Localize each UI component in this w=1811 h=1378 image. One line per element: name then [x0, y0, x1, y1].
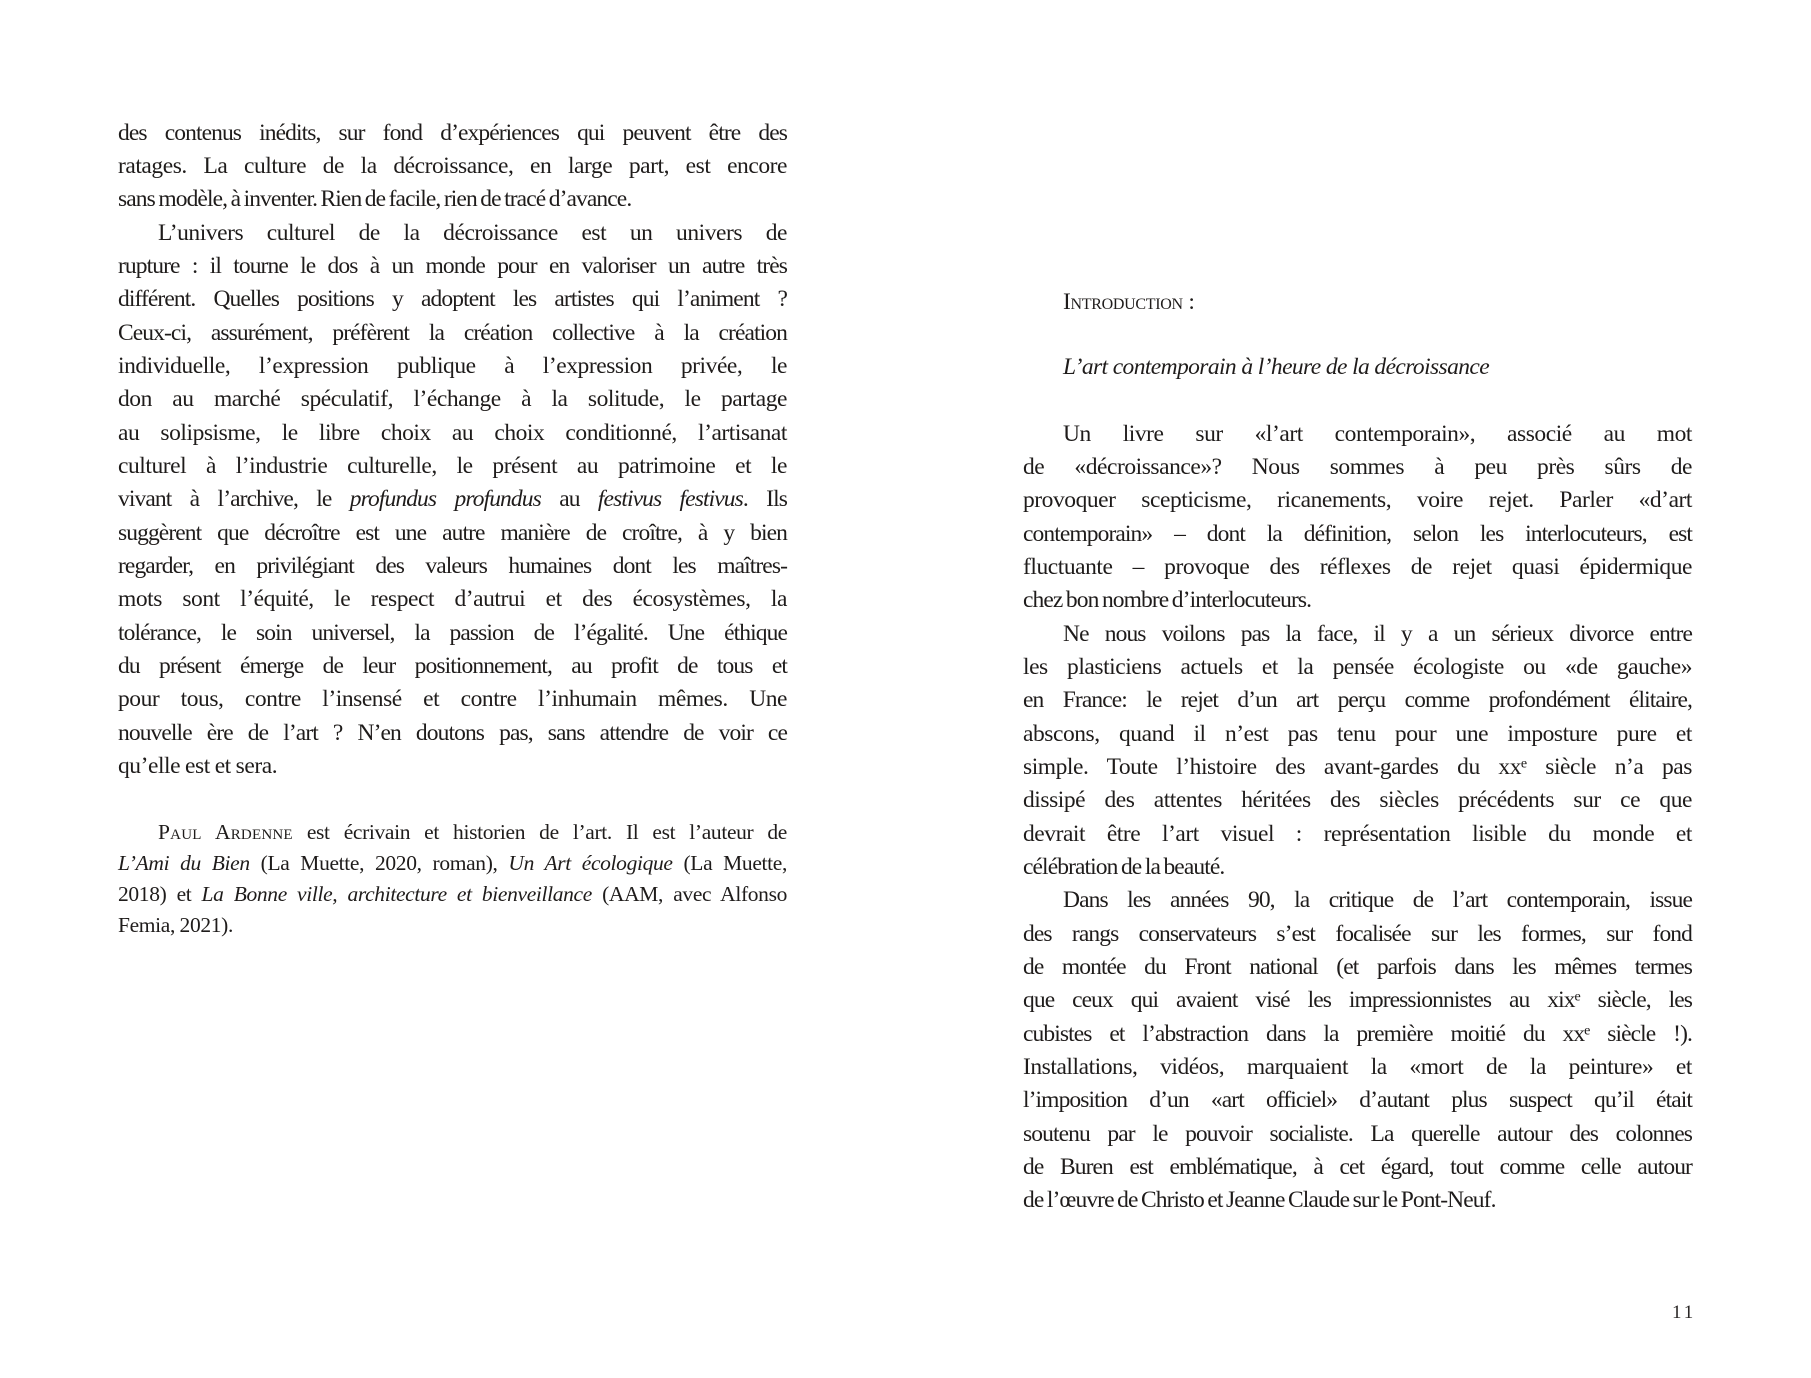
section-label: Introduction :	[1063, 289, 1195, 315]
text-run: 2018) et	[118, 882, 202, 906]
section-title: L’art contemporain à l’heure de la décroissance	[1063, 354, 1490, 380]
text-run: des rangs conservateurs s’est focalisée sur les formes, sur fond	[1023, 921, 1692, 947]
left-page	[0, 0, 905, 1378]
body-text-line	[1023, 953, 1692, 981]
body-text-line	[1023, 753, 1692, 781]
body-text-line	[1023, 520, 1692, 548]
body-text-line	[1023, 1186, 1692, 1214]
body-text-line	[1023, 686, 1692, 714]
text-run: suggèrent que décroître est une autre manière de croître, à y bien	[118, 520, 787, 546]
body-text-line	[1023, 1020, 1692, 1048]
text-run: regarder, en privilégiant des valeurs humaines dont les maîtres-	[118, 553, 787, 579]
text-run: rupture : il tourne le dos à un monde pour en valoriser un autre très	[118, 253, 787, 279]
right-page	[905, 0, 1811, 1378]
body-text-line	[1023, 420, 1692, 448]
text-run: en France: le rejet d’un art perçu comme profondément élitaire,	[1023, 687, 1692, 713]
body-text-line	[1023, 853, 1692, 881]
text-run: Ne nous voilons pas la face, il y a un sérieux divorce entre	[1063, 621, 1692, 647]
text-run: est écrivain et historien de l’art. Il est l’auteur de	[292, 820, 788, 844]
text-run: abscons, quand il n’est pas tenu pour une imposture pure et	[1023, 721, 1692, 747]
bio-text-line	[118, 880, 787, 908]
text-run: l’imposition d’un «art officiel» d’autant plus suspect qu’il était	[1023, 1087, 1692, 1113]
body-text-line	[118, 585, 787, 613]
text-run: individuelle, l’expression publique à l’expression privée, le	[118, 353, 787, 379]
body-text-line	[118, 652, 787, 680]
body-text-line	[1023, 620, 1692, 648]
body-text-line	[118, 619, 787, 647]
text-run: Dans les années 90, la critique de l’art contemporain, issue	[1063, 887, 1692, 913]
body-text-line	[1023, 786, 1692, 814]
text-run: nouvelle ère de l’art ? N’en doutons pas, sans attendre de voir ce	[118, 720, 787, 746]
body-text-line	[118, 685, 787, 713]
text-run: du présent émerge de leur positionnement, au profit de tous et	[118, 653, 787, 679]
text-run: L’univers culturel de la décroissance est un univers de	[158, 220, 787, 246]
body-text-line	[118, 719, 787, 747]
text-run: provoquer scepticisme, ricanements, voire rejet. Parler «d’art	[1023, 487, 1692, 513]
text-run: cubistes et l’abstraction dans la première moitié du xxᵉ siècle !).	[1023, 1021, 1692, 1047]
italic-text: festivus festivus	[597, 486, 743, 512]
italic-text: profundus profundus	[349, 486, 541, 512]
text-run: (La Muette, 2020, roman),	[249, 851, 509, 875]
body-text-line	[1023, 453, 1692, 481]
bio-text-line	[118, 818, 787, 846]
body-text-line	[1023, 720, 1692, 748]
text-run: des contenus inédits, sur fond d’expériences qui peuvent être des	[118, 120, 787, 146]
text-run: culturel à l’industrie culturelle, le présent au patrimoine et le	[118, 453, 787, 479]
italic-text: La Bonne ville, architecture et bienveillance	[201, 882, 592, 906]
text-run: chez bon nombre d’interlocuteurs.	[1023, 587, 1312, 613]
text-run: Ceux-ci, assurément, préfèrent la création collective à la création	[118, 320, 787, 346]
body-text-line	[1023, 886, 1692, 914]
text-run: pour tous, contre l’insensé et contre l’inhumain mêmes. Une	[118, 686, 787, 712]
text-run: tolérance, le soin universel, la passion de l’égalité. Une éthique	[118, 620, 787, 646]
body-text-line	[118, 185, 787, 213]
text-run: sans modèle, à inventer. Rien de facile, rien de tracé d’avance.	[118, 186, 632, 212]
text-run: (La Muette,	[672, 851, 787, 875]
page-number: 11	[1672, 1302, 1697, 1323]
text-run: fluctuante – provoque des réflexes de rejet quasi épidermique	[1023, 554, 1692, 580]
text-run: simple. Toute l’histoire des avant-gardes du xxᵉ siècle n’a pas	[1023, 754, 1692, 780]
text-run: au solipsisme, le libre choix au choix conditionné, l’artisanat	[118, 420, 787, 446]
text-run: de «décroissance»? Nous sommes à peu près sûrs de	[1023, 454, 1692, 480]
text-run: vivant à l’archive, le	[118, 486, 350, 512]
text-run: les plasticiens actuels et la pensée écologiste ou «de gauche»	[1023, 654, 1692, 680]
text-run: de Buren est emblématique, à cet égard, tout comme celle autour	[1023, 1154, 1692, 1180]
text-run: contemporain» – dont la définition, selon les interlocuteurs, est	[1023, 521, 1692, 547]
body-text-line	[1023, 820, 1692, 848]
text-run: différent. Quelles positions y adoptent les artistes qui l’animent ?	[118, 286, 787, 312]
body-text-line	[1023, 1086, 1692, 1114]
body-text-line	[118, 752, 787, 780]
text-run: au	[540, 486, 598, 512]
text-run: . Ils	[742, 486, 787, 512]
body-text-line	[118, 485, 787, 513]
body-text-line	[118, 319, 787, 347]
body-text-line	[1023, 553, 1692, 581]
body-text-line	[118, 219, 787, 247]
body-text-line	[1023, 653, 1692, 681]
text-run: que ceux qui avaient visé les impressionnistes au xixᵉ siècle, les	[1023, 987, 1692, 1013]
text-run: Un livre sur «l’art contemporain», associé au mot	[1063, 421, 1692, 447]
text-run: Femia, 2021).	[118, 913, 233, 937]
body-text-line	[1023, 986, 1692, 1014]
body-text-line	[1023, 1120, 1692, 1148]
body-text-line	[118, 152, 787, 180]
body-text-line	[118, 552, 787, 580]
body-text-line	[1023, 586, 1692, 614]
body-text-line	[118, 419, 787, 447]
body-text-line	[118, 452, 787, 480]
text-run: dissipé des attentes héritées des siècles précédents sur ce que	[1023, 787, 1692, 813]
italic-text: Un Art écologique	[508, 851, 673, 875]
body-text-line	[118, 119, 787, 147]
text-run: (AAM, avec Alfonso	[591, 882, 787, 906]
text-run: ratages. La culture de la décroissance, en large part, est encore	[118, 153, 787, 179]
body-text-line	[118, 252, 787, 280]
body-text-line	[1023, 486, 1692, 514]
body-text-line	[118, 285, 787, 313]
bio-text-line	[118, 911, 787, 939]
text-run: qu’elle est et sera.	[118, 753, 278, 779]
author-name: Paul Ardenne	[158, 820, 293, 844]
text-run: de l’œuvre de Christo et Jeanne Claude sur le Pont-Neuf.	[1023, 1187, 1496, 1213]
text-run: Installations, vidéos, marquaient la «mort de la peinture» et	[1023, 1054, 1692, 1080]
body-text-line	[1023, 1053, 1692, 1081]
body-text-line	[118, 519, 787, 547]
text-run: soutenu par le pouvoir socialiste. La querelle autour des colonnes	[1023, 1121, 1692, 1147]
bio-text-line	[118, 849, 787, 877]
text-run: de montée du Front national (et parfois dans les mêmes termes	[1023, 954, 1692, 980]
text-run: devrait être l’art visuel : représentation lisible du monde et	[1023, 821, 1692, 847]
body-text-line	[1023, 1153, 1692, 1181]
body-text-line	[118, 352, 787, 380]
text-run: célébration de la beauté.	[1023, 854, 1225, 880]
text-run: mots sont l’équité, le respect d’autrui et des écosystèmes, la	[118, 586, 787, 612]
body-text-line	[118, 385, 787, 413]
body-text-line	[1023, 920, 1692, 948]
italic-text: L’Ami du Bien	[118, 851, 250, 875]
text-run: don au marché spéculatif, l’échange à la solitude, le partage	[118, 386, 787, 412]
